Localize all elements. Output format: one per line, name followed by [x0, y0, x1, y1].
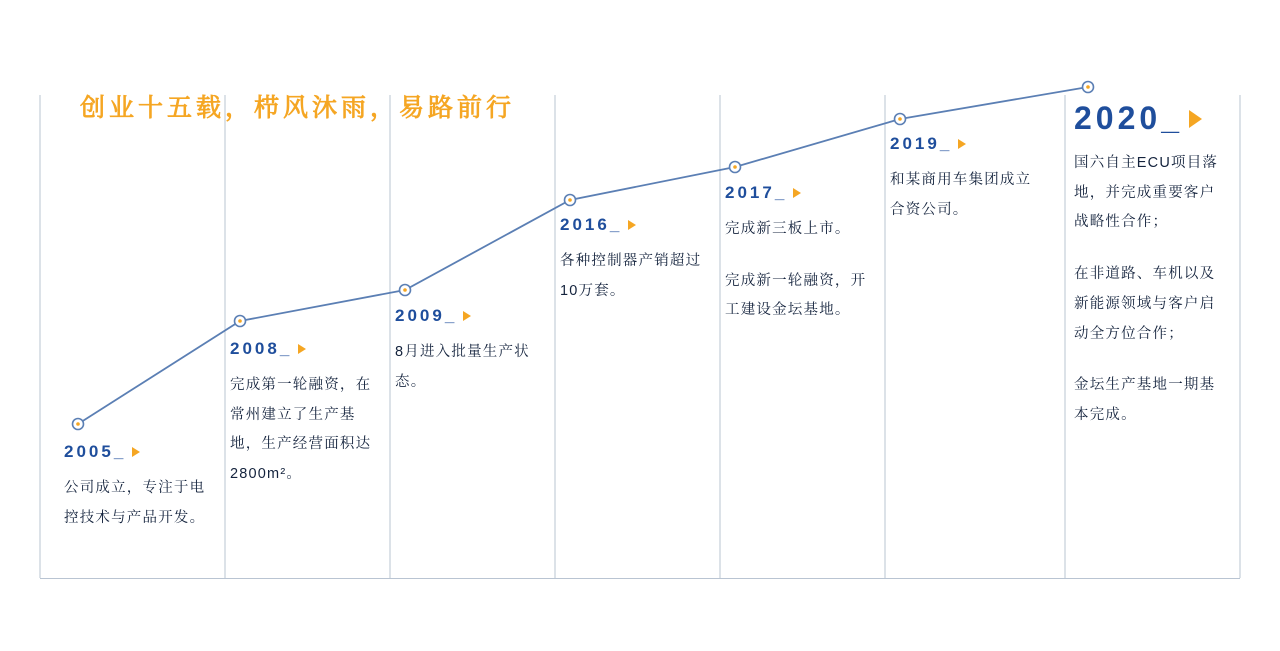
milestone-paragraph: 完成新一轮融资，开工建设金坛基地。: [725, 272, 867, 319]
milestone-2017[interactable]: [725, 183, 877, 326]
milestone-year-row: [64, 442, 214, 462]
milestone-year-row: [560, 215, 712, 235]
milestone-2020[interactable]: [1074, 100, 1224, 431]
milestone-year-row: [1074, 100, 1224, 137]
milestone-paragraph: 完成第一轮融资，在常州建立了生产基地，生产经营面积达2800m²。: [230, 377, 372, 483]
milestone-year-row: [725, 183, 877, 203]
milestone-2019[interactable]: [890, 134, 1042, 225]
triangle-icon: [628, 220, 636, 230]
milestone-description: [890, 166, 1042, 225]
milestone-paragraph: 完成新三板上市。: [725, 221, 851, 237]
milestone-paragraph: 在非道路、车机以及新能源领域与客户启动全方位合作；: [1074, 266, 1216, 342]
milestone-2008[interactable]: [230, 339, 380, 490]
milestone-paragraph: 国六自主ECU项目落地，并完成重要客户战略性合作；: [1074, 155, 1219, 231]
milestone-2009[interactable]: [395, 306, 547, 397]
triangle-icon: [958, 139, 966, 149]
milestone-description: [64, 474, 214, 533]
milestone-year-label: 2016_: [560, 215, 623, 234]
milestone-year-row: [230, 339, 380, 359]
milestone-year-label: 2009_: [395, 306, 458, 325]
milestone-2005[interactable]: [64, 442, 214, 533]
milestone-year-label: 2008_: [230, 339, 293, 358]
milestone-year-label: 2020_: [1074, 100, 1183, 136]
milestone-year-row: [395, 306, 547, 326]
milestone-2016[interactable]: [560, 215, 712, 306]
triangle-icon: [298, 344, 306, 354]
milestone-description: [230, 371, 380, 490]
milestone-paragraph: 金坛生产基地一期基本完成。: [1074, 377, 1216, 424]
milestone-year-label: 2019_: [890, 134, 953, 153]
milestone-paragraph: 和某商用车集团成立合资公司。: [890, 172, 1032, 218]
milestone-paragraph: 公司成立，专注于电控技术与产品开发。: [64, 480, 206, 526]
milestone-year-label: 2017_: [725, 183, 788, 202]
triangle-icon: [463, 311, 471, 321]
milestone-description: [725, 215, 877, 326]
page-title: 创业十五载，栉风沐雨，易路前行: [80, 94, 516, 122]
milestone-description: [1074, 149, 1224, 431]
milestone-paragraph: 各种控制器产销超过10万套。: [560, 253, 702, 299]
milestone-year-row: [890, 134, 1042, 154]
milestone-paragraph: 8月进入批量生产状态。: [395, 344, 530, 390]
triangle-icon: [1189, 110, 1202, 128]
triangle-icon: [793, 188, 801, 198]
milestone-description: [560, 247, 712, 306]
triangle-icon: [132, 447, 140, 457]
milestone-description: [395, 338, 547, 397]
milestone-year-label: 2005_: [64, 442, 127, 461]
